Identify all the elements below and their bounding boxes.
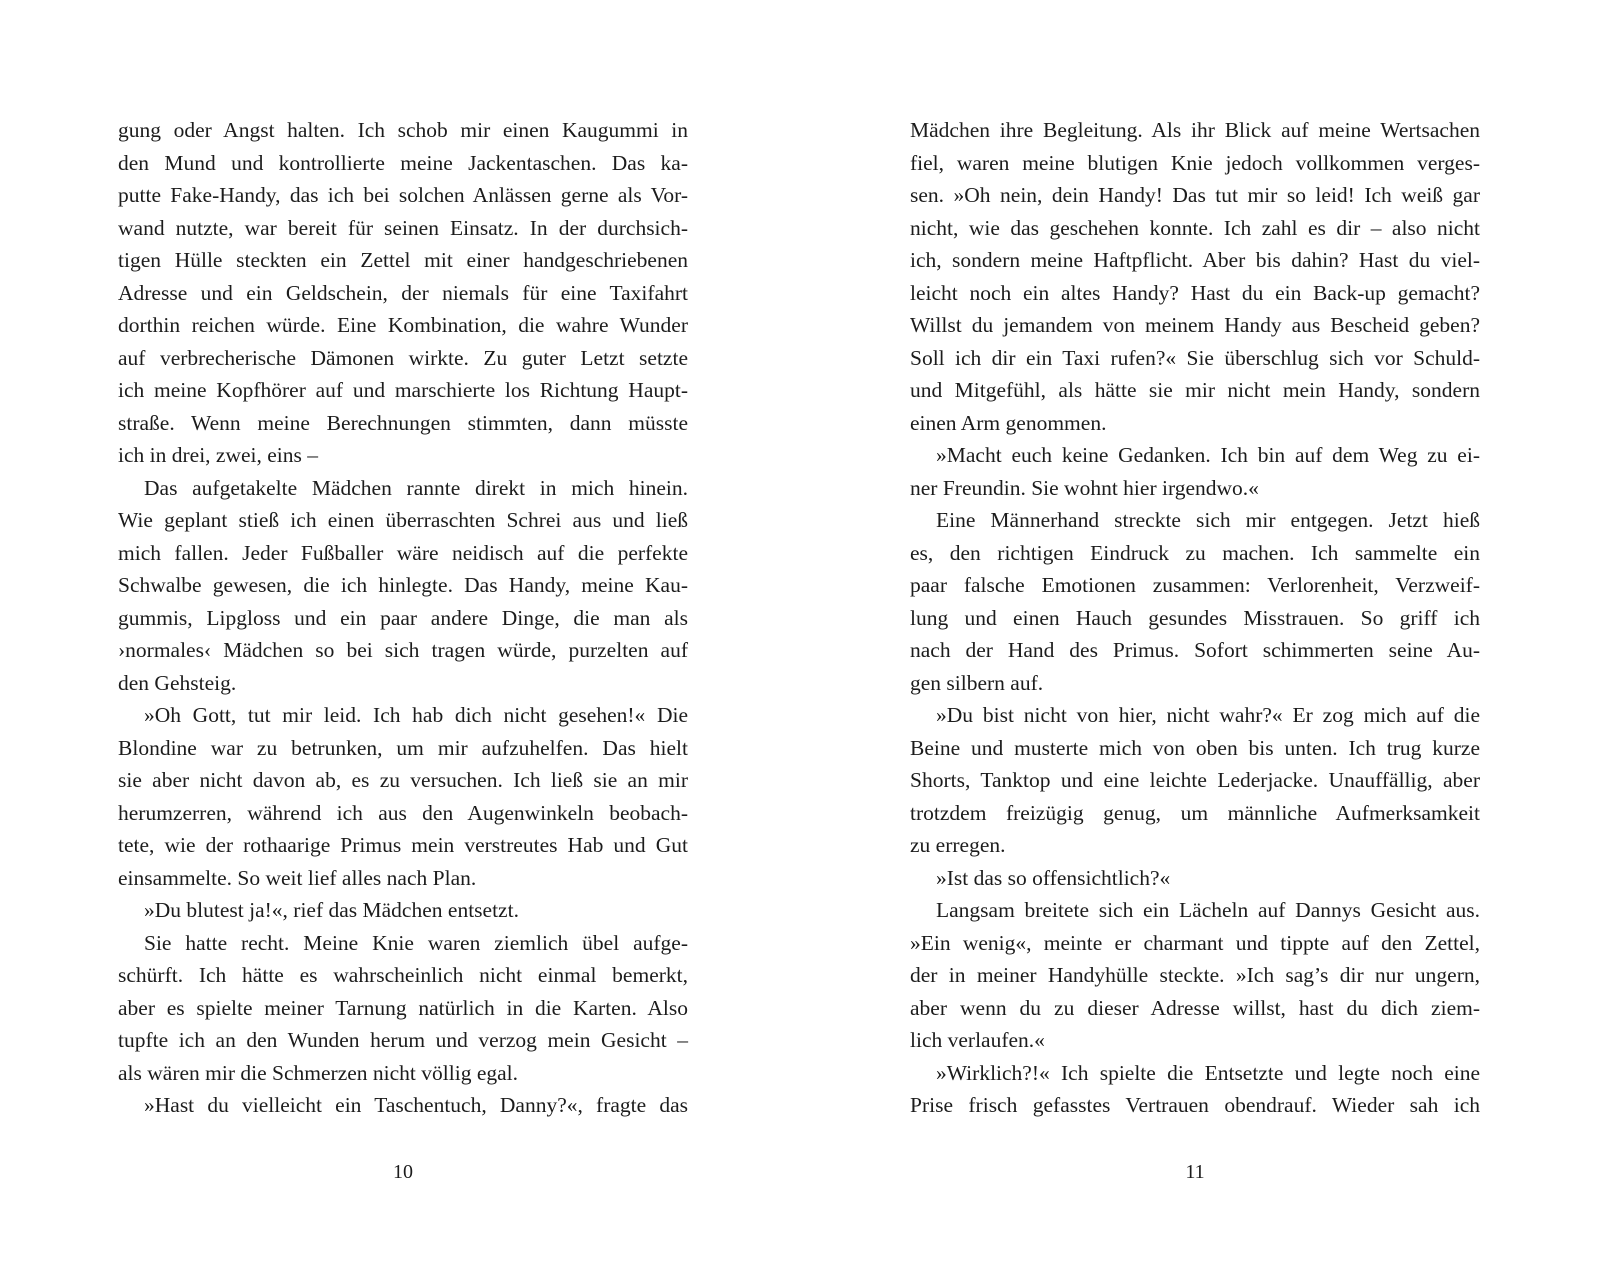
text-line: Langsam breitete sich ein Lächeln auf Dannys Gesicht aus. <box>936 898 1480 922</box>
text-line: es, den richtigen Eindruck zu machen. Ich sammelte ein <box>910 540 1480 565</box>
text-line: Wie geplant stieß ich einen überraschten Schrei aus und ließ <box>118 508 688 532</box>
text-line: Schwalbe gewesen, die ich hinlegte. Das Handy, meine Kau- <box>118 573 688 597</box>
text-line: Das aufgetakelte Mädchen rannte direkt in mich hinein. <box>144 475 688 500</box>
text-line: Prise frisch gefasstes Vertrauen obendrauf. Wieder sah ich <box>910 1093 1480 1117</box>
text-line: gung oder Angst halten. Ich schob mir einen Kaugummi in <box>118 118 688 142</box>
text-line: putte Fake-Handy, das ich bei solchen Anlässen gerne als Vor- <box>118 183 688 207</box>
text-line: tete, wie der rothaarige Primus mein verstreutes Hab und Gut <box>118 833 688 857</box>
text-line: »Ist das so offensichtlich?« <box>936 865 1171 890</box>
left-page-number: 10 <box>393 1161 413 1183</box>
text-line: dorthin reichen würde. Eine Kombination, die wahre Wunder <box>118 313 688 337</box>
text-line: »Oh Gott, tut mir leid. Ich hab dich nicht gesehen!« Die <box>144 703 688 727</box>
text-line: einsammelte. So weit lief alles nach Plan. <box>118 865 477 890</box>
left-page-text <box>118 114 688 1122</box>
text-line: gummis, Lipgloss und ein paar andere Dinge, die man als <box>118 605 688 630</box>
text-line: nach der Hand des Primus. Sofort schimmerten seine Au- <box>910 638 1480 662</box>
text-line: Adresse und ein Geldschein, der niemals für eine Taxifahrt <box>118 280 688 305</box>
text-line: ich meine Kopfhörer auf und marschierte los Richtung Haupt- <box>118 378 688 402</box>
text-line: lung und einen Hauch gesundes Misstrauen. So griff ich <box>910 605 1480 630</box>
text-line: Blondine war zu betrunken, um mir aufzuhelfen. Das hielt <box>118 735 688 760</box>
text-line: den Mund und kontrollierte meine Jackentaschen. Das ka- <box>118 150 688 175</box>
text-line: lich verlaufen.« <box>910 1028 1045 1052</box>
text-line: Sie hatte recht. Meine Knie waren ziemlich übel aufge- <box>144 930 688 955</box>
right-page-text <box>910 114 1480 1122</box>
text-line: den Gehsteig. <box>118 670 237 695</box>
text-line: trotzdem freizügig genug, um männliche Aufmerksamkeit <box>910 800 1480 825</box>
text-line: ich in drei, zwei, eins – <box>118 443 319 467</box>
text-line: »Hast du vielleicht ein Taschentuch, Danny?«, fragte das <box>144 1093 688 1117</box>
text-line: herumzerren, während ich aus den Augenwinkeln beobach- <box>118 800 688 825</box>
right-page-number: 11 <box>1185 1161 1205 1183</box>
text-line: und Mitgefühl, als hätte sie mir nicht mein Handy, sondern <box>910 378 1480 402</box>
text-line: »Du blutest ja!«, rief das Mädchen entsetzt. <box>144 898 519 922</box>
text-line: »Du bist nicht von hier, nicht wahr?« Er zog mich auf die <box>936 703 1480 727</box>
text-line: ner Freundin. Sie wohnt hier irgendwo.« <box>910 475 1259 500</box>
text-line: tupfte ich an den Wunden herum und verzog mein Gesicht – <box>118 1028 688 1052</box>
text-line: Mädchen ihre Begleitung. Als ihr Blick auf meine Wertsachen <box>910 118 1480 142</box>
text-line: auf verbrecherische Dämonen wirkte. Zu guter Letzt setzte <box>118 345 688 370</box>
text-line: sen. »Oh nein, dein Handy! Das tut mir so leid! Ich weiß gar <box>910 183 1480 207</box>
text-line: paar falsche Emotionen zusammen: Verlorenheit, Verzweif- <box>910 573 1480 597</box>
text-line: als wären mir die Schmerzen nicht völlig egal. <box>118 1060 519 1085</box>
text-line: sie aber nicht davon ab, es zu versuchen. Ich ließ sie an mir <box>118 768 688 792</box>
text-line: einen Arm genommen. <box>910 410 1107 435</box>
text-line: Shorts, Tanktop und eine leichte Lederjacke. Unauffällig, aber <box>910 768 1480 792</box>
text-line: Eine Männerhand streckte sich mir entgegen. Jetzt hieß <box>936 508 1480 532</box>
text-line: »Wirklich?!« Ich spielte die Entsetzte und legte noch eine <box>936 1060 1480 1085</box>
text-line: aber wenn du zu dieser Adresse willst, hast du dich ziem- <box>910 995 1480 1020</box>
text-line: nicht, wie das geschehen konnte. Ich zahl es dir – also nicht <box>910 215 1480 240</box>
text-line: Willst du jemandem von meinem Handy aus Bescheid geben? <box>910 313 1480 337</box>
text-line: leicht noch ein altes Handy? Hast du ein Back-up gemacht? <box>910 280 1480 305</box>
text-line: der in meiner Handyhülle steckte. »Ich sag’s dir nur ungern, <box>910 963 1480 987</box>
text-line: »Macht euch keine Gedanken. Ich bin auf dem Weg zu ei- <box>936 443 1480 467</box>
text-line: zu erregen. <box>910 833 1006 857</box>
text-line: »Ein wenig«, meinte er charmant und tippte auf den Zettel, <box>910 930 1480 955</box>
text-line: ich, sondern meine Haftpflicht. Aber bis dahin? Hast du viel- <box>910 248 1480 272</box>
text-line: gen silbern auf. <box>910 670 1044 695</box>
text-line: mich fallen. Jeder Fußballer wäre neidisch auf die perfekte <box>118 540 688 565</box>
text-line: Soll ich dir ein Taxi rufen?« Sie überschlug sich vor Schuld- <box>910 345 1480 370</box>
text-line: ›normales‹ Mädchen so bei sich tragen würde, purzelten auf <box>118 638 688 662</box>
text-line: aber es spielte meiner Tarnung natürlich in die Karten. Also <box>118 995 688 1020</box>
text-line: straße. Wenn meine Berechnungen stimmten, dann müsste <box>118 410 688 435</box>
text-line: schürft. Ich hätte es wahrscheinlich nicht einmal bemerkt, <box>118 963 688 987</box>
text-line: tigen Hülle steckten ein Zettel mit einer handgeschriebenen <box>118 248 688 272</box>
text-line: Beine und musterte mich von oben bis unten. Ich trug kurze <box>910 735 1480 760</box>
text-line: fiel, waren meine blutigen Knie jedoch vollkommen verges- <box>910 150 1480 175</box>
text-line: wand nutzte, war bereit für seinen Einsatz. In der durchsich- <box>118 215 688 240</box>
